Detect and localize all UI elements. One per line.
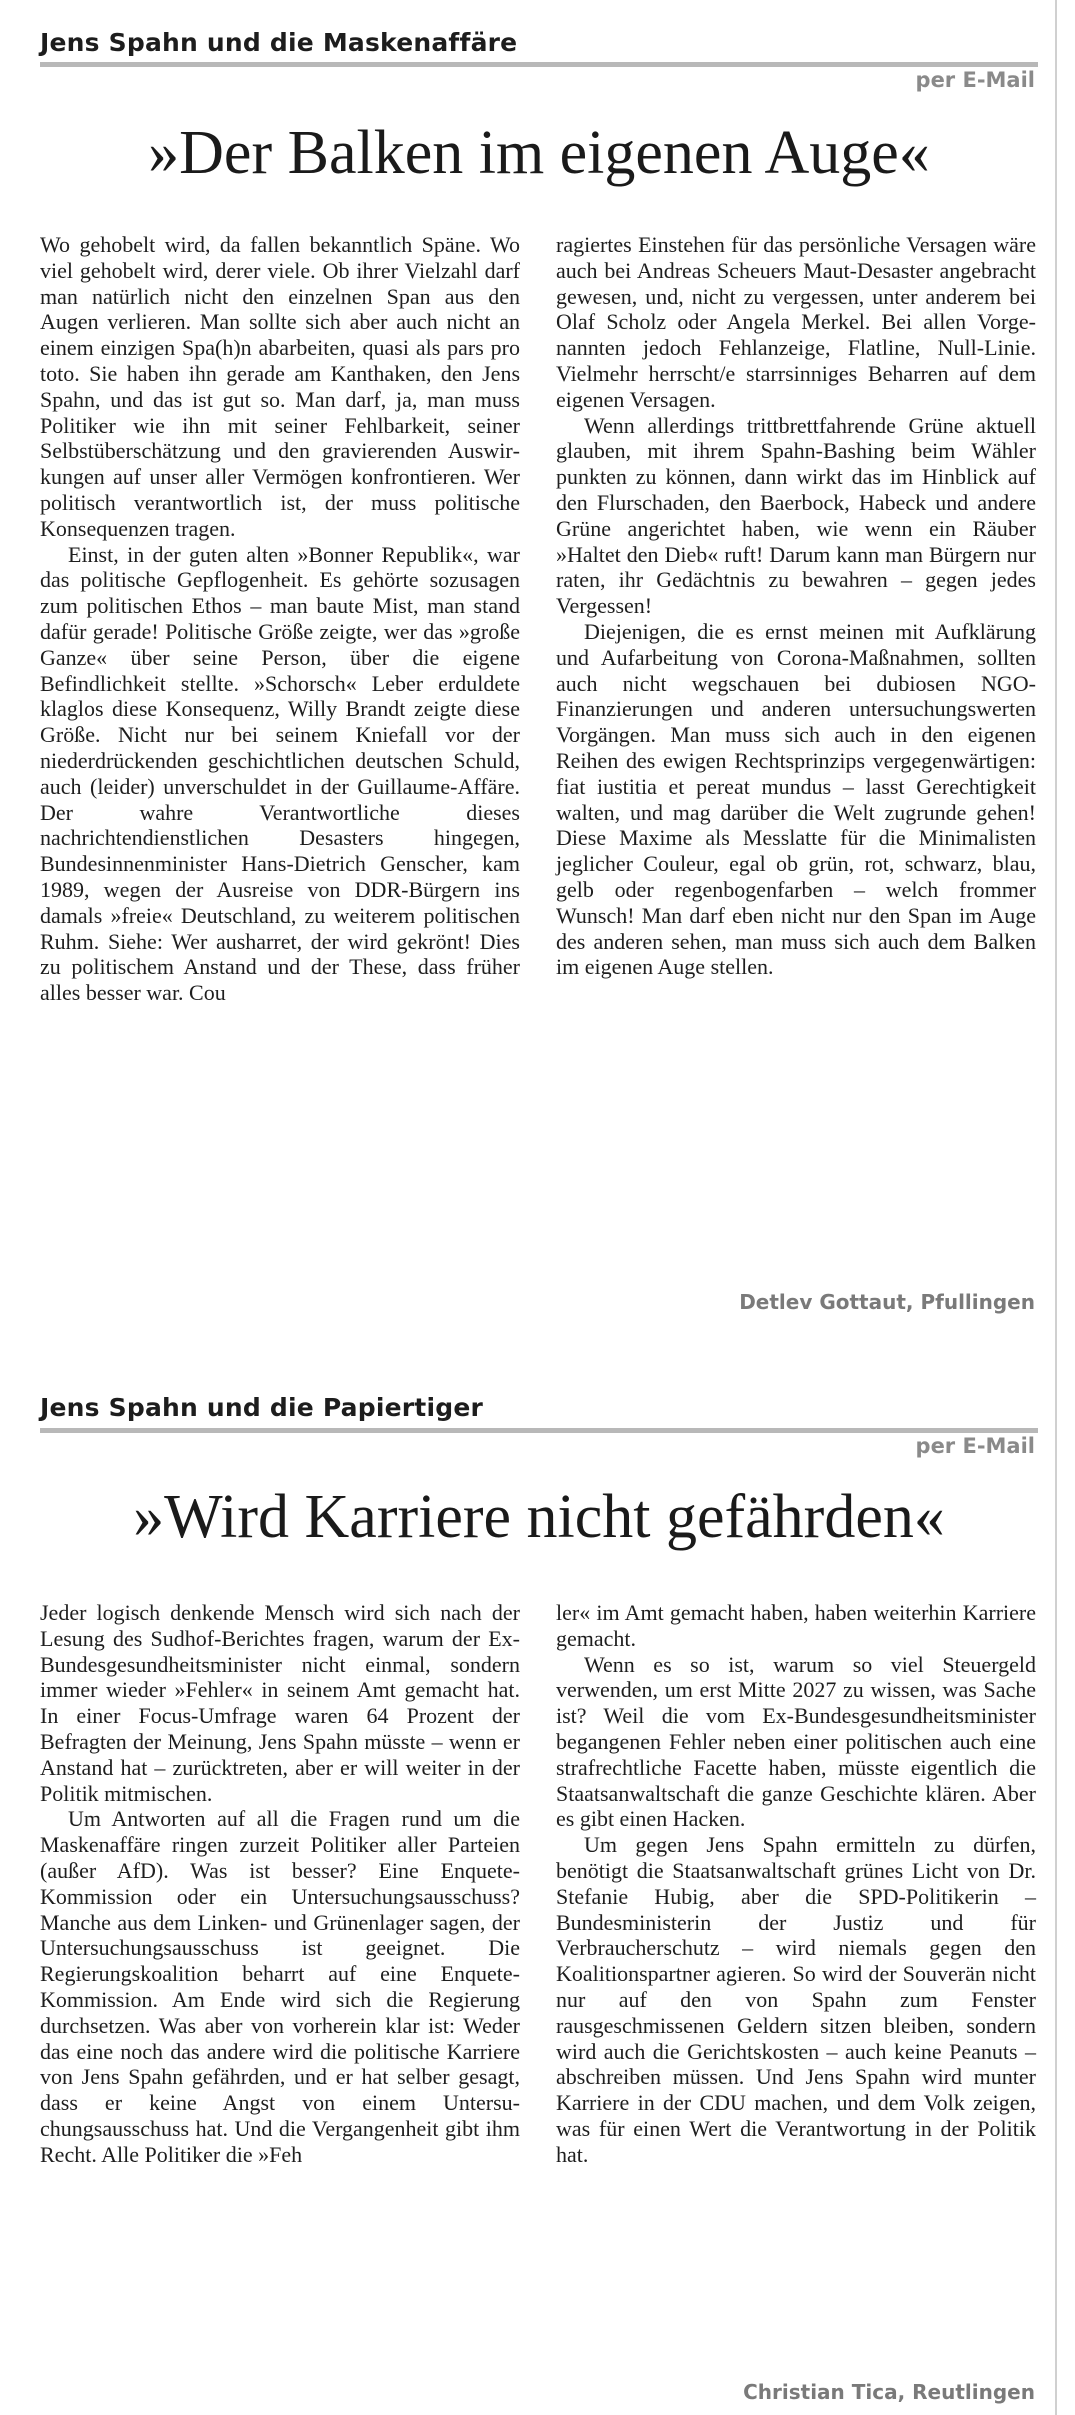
paragraph: Um gegen Jens Spahn ermitteln zu dürfen, benötigt die Staatsanwaltschaft grünes Licht von Dr. Stefanie Hubig, aber die SPD-Politikerin – Bundesministerin der Justiz und für Verbraucherschutz – wird niemals gegen den Koalitionspartner agieren. So wird der Souverän nicht nur auf den von Spahn zum Fenster rausgeschmissenen Geldern sitzen bleiben, sondern wird auch die Gerichtskosten – auch keine Peanuts – abschreiben müssen. Und Jens Spahn wird munter Karriere in der CDU machen, und dem Volk zeigen, was für einen Wert die Verantwortung in der Politik hat. xyxy=(556,1832,1036,2167)
letter-column-left xyxy=(40,232,520,1006)
section-rule xyxy=(40,62,1038,67)
paragraph: Wo gehobelt wird, da fallen bekanntlich Späne. Wo viel gehobelt wird, derer viele. Ob ihrer Vielzahl darf man natürlich nicht den einzelnen Span aus den Augen verlieren. Man sollte sich aber auch nicht an einem einzigen Spa(h)n abarbeiten, quasi als pars pro toto. Sie haben ihn gerade am Kanthaken, den Jens Spahn, und das ist gut so. Man darf, ja, man muss Politiker wie ihn mit seiner Fehlbarkeit, seiner Selbstüberschätzung und den gravierenden Auswirkungen auf unser aller Vermögen konfrontieren. Wer politisch verantwortlich ist, der muss politische Konsequenzen tragen. xyxy=(40,232,520,541)
page-edge xyxy=(1055,0,1063,2415)
paragraph: Einst, in der guten alten »Bonner Republik«, war das politische Gepflogenheit. Es gehörte sozusagen zum politischen Ethos – man baute Mist, man stand dafür gerade! Politische Größe zeigte, wer das »große Ganze« über seine Person, über die eigene Befindlichkeit stellte. »Schorsch« Leber erduldete klaglos diese Konsequenz, Willy Brandt zeigte diese Größe. Nicht nur bei seinem Kniefall vor der niederdrückenden geschichtlichen deutschen Schuld, auch (leider) unverschuldet in der Guillaume-Affäre. Der wahre Verantwortliche dieses nachrichtendienstlichen Desasters hingegen, Bundesinnenminister Hans-Dietrich Genscher, kam 1989, wegen der Ausreise von DDR-Bürgern ins damals »freie« Deutschland, zu weiterem politischen Ruhm. Siehe: Wer ausharret, der wird gekrönt! Dies zu politischem Anstand und der These, dass früher alles besser war. Cou xyxy=(40,541,520,1006)
source-label: per E-Mail xyxy=(915,68,1035,92)
paragraph: ragiertes Einstehen für das persönliche Versagen wäre auch bei Andreas Scheuers Maut-Desaster angebracht gewesen, und, nicht zu vergessen, unter anderem bei Olaf Scholz oder Angela Merkel. Bei allen Vorgenannten jedoch Fehlanzeige, Flatline, Null-Linie. Vielmehr herrscht/e starrsinniges Beharren auf dem eigenen Versagen. xyxy=(556,232,1036,412)
source-label: per E-Mail xyxy=(915,1434,1035,1458)
paragraph: Um Antworten auf all die Fragen rund um die Maskenaffäre ringen zurzeit Politiker aller Parteien (außer AfD). Was ist besser? Eine Enquete-Kommission oder ein Untersuchungsausschuss? Manche aus dem Linken- und Grünenlager sagen, der Untersuchungsausschuss ist geeignet. Die Regierungskoalition beharrt auf eine Enquete-Kommission. Am Ende wird sich die Regierung durchsetzen. Was aber von vorherein klar ist: Weder das eine noch das andere wird die politische Karriere von Jens Spahn gefährden, und er hat selber gesagt, dass er keine Angst von einem Untersuchungsausschuss hat. Und die Vergangenheit gibt ihm Recht. Alle Politiker die »Feh xyxy=(40,1806,520,2167)
letter-author: Christian Tica, Reutlingen xyxy=(743,2380,1035,2404)
paragraph: ler« im Amt gemacht haben, haben weiterhin Karriere gemacht. xyxy=(556,1600,1036,1651)
letter-column-left xyxy=(40,1600,520,2168)
paragraph: Diejenigen, die es ernst meinen mit Aufklärung und Aufarbeitung von Corona-Maßnahmen, sollten auch nicht wegschauen bei dubiosen NGO-Finanzierungen und anderen untersuchungswerten Vorgängen. Man muss sich auch in den eigenen Reihen des ewigen Rechtsprinzips vergegenwärtigen: fiat iustitia et pereat mundus – lasst Gerechtigkeit walten, und mag darüber die Welt zugrunde gehen! Diese Maxime als Messlatte für die Minimalisten jeglicher Couleur, egal ob grün, rot, schwarz, blau, gelb oder regenbogenfarben – welch frommer Wunsch! Man darf eben nicht nur den Span im Auge des anderen sehen, man muss sich auch dem Balken im eigenen Auge stellen. xyxy=(556,618,1036,980)
paragraph: Jeder logisch denkende Mensch wird sich nach der Lesung des Sudhof-Berichtes fragen, warum der Ex-Bundesgesundheitsminister nicht einmal, sondern immer wieder »Fehler« in seinem Amt gemacht hat. In einer Focus-Umfrage waren 64 Prozent der Befragten der Meinung, Jens Spahn müsste – wenn er Anstand hat – zurücktreten, aber er will weiter in der Politik mitmischen. xyxy=(40,1600,520,1806)
letter-headline: »Der Balken im eigenen Auge« xyxy=(148,119,930,187)
letter-headline: »Wird Karriere nicht gefährden« xyxy=(133,1483,945,1551)
letter-topic: Jens Spahn und die Papiertiger xyxy=(40,1393,483,1422)
letter-author: Detlev Gottaut, Pfullingen xyxy=(739,1290,1035,1314)
section-rule xyxy=(40,1428,1038,1433)
paragraph: Wenn allerdings trittbrettfahrende Grüne aktuell glauben, mit ihrem Spahn-Bashing beim Wähler punkten zu können, dann wirkt das im Hinblick auf den Flurschaden, den Baerbock, Habeck und andere Grüne angerichtet haben, wie wenn ein Räuber »Haltet den Dieb« ruft! Darum kann man Bürgern nur raten, ihr Gedächtnis zu bewahren – gegen jedes Vergessen! xyxy=(556,412,1036,619)
letter-topic: Jens Spahn und die Maskenaffäre xyxy=(40,28,518,57)
letter-column-right xyxy=(556,232,1036,980)
paragraph: Wenn es so ist, warum so viel Steuergeld verwenden, um erst Mitte 2027 zu wissen, was Sache ist? Weil die vom Ex-Bundesgesundheitsminister begangenen Fehler neben einer politischen auch eine strafrechtliche Facette haben, müsste eigentlich die Staatsanwaltschaft die ganze Geschichte klären. Aber es gibt einen Hacken. xyxy=(556,1651,1036,1832)
letter-column-right xyxy=(556,1600,1036,2168)
